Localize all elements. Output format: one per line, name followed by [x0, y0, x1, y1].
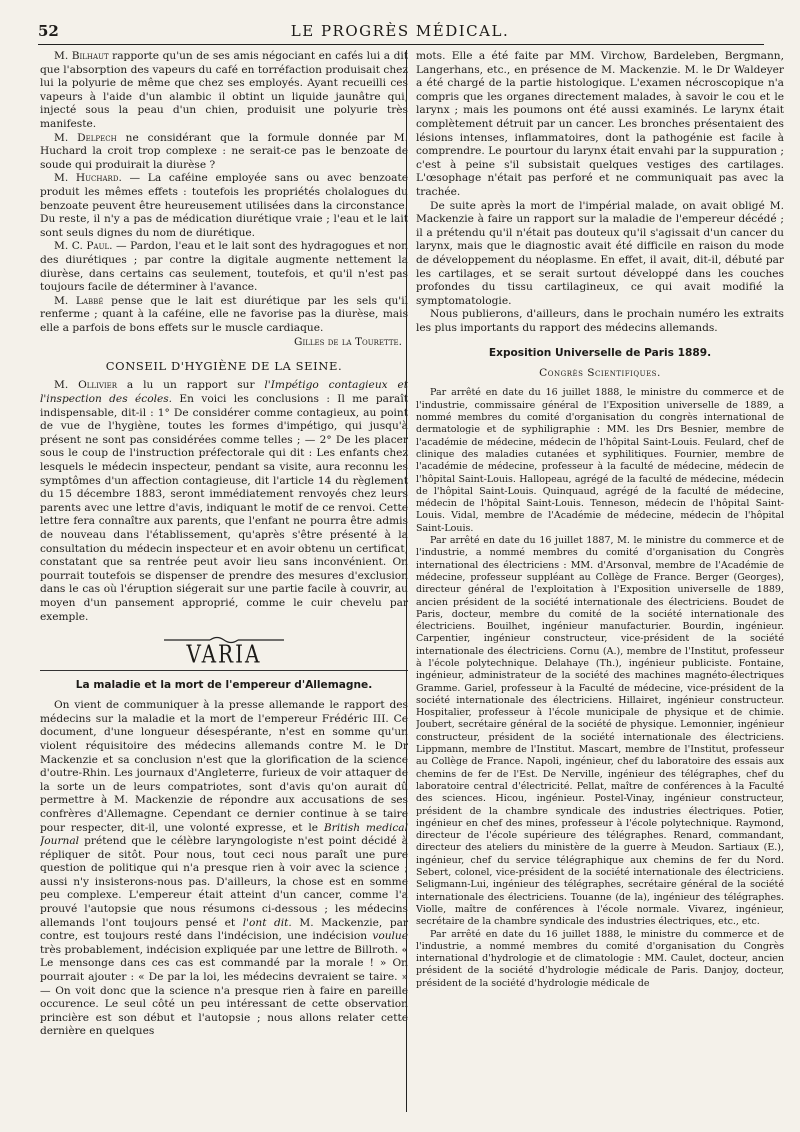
- paragraph-labbe: [40, 295, 408, 336]
- section-heading-exposition: Exposition Universelle de Paris 1889.: [488, 347, 712, 360]
- paragraph-ollivier: [40, 379, 408, 624]
- italic-title: l'Impétigo contagieux et l'inspection des écoles.: [40, 379, 408, 406]
- speaker-name: M. Bilhaut: [54, 50, 109, 62]
- varia-rule: [40, 670, 408, 671]
- paragraph-huchard: [40, 172, 408, 240]
- paragraph-text: a lu un rapport sur: [117, 379, 265, 392]
- paragraph-text: M. Mackenzie, par contre, est toujours resté dans l'indécision, une indécision: [40, 916, 408, 943]
- speaker-name: M. Huchard.: [54, 172, 122, 185]
- running-title: LE PROGRÈS MÉDICAL.: [290, 22, 510, 40]
- paragraph-text: rapporte qu'un de ses amis négociant en cafés lui a dit que l'absorption des vapeurs du café en torréfaction produisait chez lui la polyurie de même que chez ses employés. Ayant recueilli ces vapeurs à l'aide d'un alambic il obtint un liquide jaunâtre qui, injecté sous la peau d'un chien, produisit une polyurie très manifeste.: [40, 50, 408, 130]
- italic-text: l'ont dit.: [242, 916, 292, 929]
- speaker-name: M. Ollivier: [54, 379, 118, 392]
- spacer: [416, 335, 784, 343]
- paragraph-text: En voici les conclusions : Il me paraît indispensable, dit-il : 1° De considérer comme contagieux, au point de vue de l'hygiène, toutes les formes d'impétigo, qui jusqu'à présent ne sont pas considérées comme telles ; — 2° De les placer sous le coup de l'instruction préfectorale qui dit : Les enfants chez lesquels le médecin inspecteur, pendant sa visite, aura reconnu les symptômes d'un affection contagieuse, dit l'article 14 du règlement du 15 décembre 1883, seront immédiatement renvoyés chez leurs parents avec une lettre d'avis, indiquant le motif de ce renvoi. Cette lettre fera connaître aux parents, que l'enfant ne pourra être admis de nouveau dans l'établissement, qu'après s'être présenté à la consultation du médecin inspecteur et en avoir obtenu un certificat, constatant que sa rentrée peut avoir lieu sans inconvénient. On pourrait toutefois se dispenser de prendre des mesures d'exclusion dans le cas où l'éruption siégerait sur une partie facile à couvrir, au moyen d'un pansement approprié, comme le cuir chevelu par exemple.: [40, 393, 408, 623]
- article-heading: La maladie et la mort de l'empereur d'Allemagne.: [75, 679, 373, 692]
- paragraph-text: ne considérant que la formule donnée par M. Huchard la croit trop complexe : ne serait-ce pas le benzoate de soude qui produirait la diurèse ?: [40, 131, 408, 171]
- paragraph-publication: Nous publierons, d'ailleurs, dans le prochain numéro les extraits les plus importants du rapport des médecins allemands.: [416, 308, 784, 334]
- column-rule: [406, 50, 407, 1112]
- section-subheading: Congrès Scientifiques.: [539, 367, 661, 380]
- right-column: [416, 50, 784, 1122]
- signature: Gilles de la Tourette.: [294, 336, 402, 349]
- paragraph-bilhaut: [40, 50, 408, 132]
- paragraph-hydrologie: Par arrêté en date du 16 juillet 1888, le ministre du commerce et de l'industrie, a nommé membres du comité d'organisation du Congrès international d'hydrologie et de climatologie : MM. Caulet, docteur, ancien président de la société d'hydrologie médicale de Paris. Danjoy, docteur, président de la société d'hydrologie médicale de: [416, 928, 784, 989]
- paragraph-autopsy: mots. Elle a été faite par MM. Virchow, Bardeleben, Bergmann, Langerhans, etc., en présence de M. Mackenzie. M. le Dr Waldeyer a été chargé de la partie histologique. L'examen nécroscopique n'a compris que les organes directement malades, à savoir le cou et le larynx ; mais les poumons ont été aussi examinés. Le larynx était complètement détruit par un cancer. Les bronches présentaient des lésions intenses, inflammatoires, dont la pathogénie est facile à comprendre. Le pourtour du larynx était envahi par la suppuration ; c'est à peine s'il subsistait quelques vestiges des cartilages. L'œsophage n'était pas perforé et ne communiquait pas avec la trachée.: [416, 50, 784, 198]
- paragraph-text: très probablement, indécision expliquée par une lettre de Billroth. « Le mensonge dans ces cas est commandé par la morale ! » On pourrait ajouter : « De par la loi, les médecins devraient se taire. » — On voit donc que la science n'a presque rien à faire en pareille occurence. Le seul côté un peu intéressant de cette observation princière est son début et l'autopsie ; nous allons relater cette dernière en quelques: [40, 943, 408, 1038]
- speaker-name: M. Delpech: [54, 131, 117, 144]
- paragraph-text: On vient de communiquer à la presse allemande le rapport des médecins sur la maladie et la mort de l'empereur Frédéric III. Ce document, d'une longueur désespérante, n'est en somme qu'un violent réquisitoire des médecins allemands contre M. le Dr Mackenzie et sa conclusion n'est que la glorification de la science d'outre-Rhin. Les journaux d'Angleterre, furieux de voir attaquer de la sorte un de leurs compatriotes, sont d'avis qu'on aurait dû permettre à M. Mackenzie de répondre aux accusations de ses confrères d'Allemagne. Cependant ce dernier continue à se taire pour respecter, dit-il, une volonté expresse, et le: [40, 699, 408, 834]
- left-column: [40, 50, 408, 1122]
- paragraph-varia: [40, 699, 408, 1039]
- paragraph-paul: [40, 240, 408, 294]
- paragraph-dermatologie: Par arrêté en date du 16 juillet 1888, le ministre du commerce et de l'industrie, commissaire général de l'Exposition universelle de 1889, a nommé membres du comité d'organisation du congrès international de dermatologie et de syphiligraphie : MM. les Drs Besnier, membre de l'académie de médecine, médecin de l'hôpital Saint-Louis. Feulard, chef de clinique des maladies cutanées et syphilitiques. Fournier, membre de l'académie de médecine, professeur à la faculté de médecine, médecin de l'hôpital Saint-Louis. Hallopeau, agrégé de la faculté de médecine, médecin de l'hôpital Saint-Louis. Quinquaud, agrégé de la faculté de médecine, médecin de l'hôpital Saint-Louis. Tenneson, médecin de l'hôpital Saint-Louis. Vidal, membre de l'Académie de médecine, médecin de l'hôpital Saint-Louis.: [416, 387, 784, 534]
- section-heading-conseil: CONSEIL D'HYGIÈNE DE LA SEINE.: [105, 359, 343, 374]
- header-rule: [38, 44, 764, 45]
- paragraph-text: — Pardon, l'eau et le lait sont des hydragogues et non des diurétiques ; par contre la digitale augmente nettement la diurèse, dans certains cas seulement, toutefois, et qu'il n'est pas toujours facile de déterminer à l'avance.: [40, 240, 408, 294]
- speaker-name: M. C. Paul.: [54, 240, 113, 253]
- paragraph-text: prétend que le célèbre laryngologiste n'est point décidé à répliquer de sitôt. Pour nous, tout ceci nous paraît une pure question de politique qui n'a presque rien à voir avec la science ; aussi n'y insisterons-nous pas. D'ailleurs, la chose est en somme peu complexe. L'empereur était atteint d'un cancer, comme l'a prouvé l'autopsie que nous résumons ci-dessous ; les médecins allemands l'ont toujours pensé et: [40, 835, 408, 929]
- italic-text: voulue: [372, 930, 408, 943]
- page-number: 52: [38, 22, 59, 40]
- paragraph-text: — La caféine employée sans ou avec benzoate produit les mêmes effets : toutefois les propriétés cholalogues du benzoate peuvent être heureusement utilisées dans la circonstance. Du reste, il n'y a pas de médication diurétique vraie ; l'eau et le lait sont seuls dignes du nom de diurétique.: [40, 172, 408, 239]
- paragraph-text: pense que le lait est diurétique par les sels qu'il renferme ; quant à la caféine, elle ne favorise pas la diurèse, mais elle a parfois de bons effets sur le muscle cardiaque.: [40, 294, 408, 334]
- paragraph-delpech: [40, 132, 408, 173]
- paragraph-electriciens: Par arrêté en date du 16 juillet 1887, M. le ministre du commerce et de l'industrie, a nommé membres du comité d'organisation du Congrès international des électriciens : MM. d'Arsonval, membre de l'Académie de médecine, professeur suppléant au Collège de France. Berger (Georges), directeur général de l'exploitation à l'Exposition universelle de 1889, ancien président de la société internationale des électriciens. Boudet de Paris, docteur, membre du comité de la société internationale des électriciens. Bouilhet, ingénieur manufacturier. Bourdin, ingénieur. Carpentier, ingénieur constructeur, vice-président de la société internationale des électriciens. Cornu (A.), membre de l'Institut, professeur à l'école polytechnique. Delahaye (Th.), ingénieur publiciste. Fontaine, ingénieur, administrateur de la société des machines magnéto-électriques Gramme. Gariel, professeur à la Faculté de médecine, vice-président de la société internationale des électriciens. Hillairet, ingénieur constructeur. Hospitalier, professeur à l'école municipale de physique et de chimie. Joubert, secrétaire général de la société de physique. Lemonnier, ingénieur constructeur, président de la société internationale des électriciens. Lippmann, membre de l'Institut. Mascart, membre de l'Institut, professeur au Collège de France. Napoli, ingénieur, chef du laboratoire des essais aux chemins de fer de l'Est. De Nerville, ingénieur des télégraphes, chef du laboratoire central d'électricité. Pellat, maître de conférences à la Faculté des sciences. Hicou, ingénieur. Postel-Vinay, ingénieur constructeur, président de la chambre syndicale des industries électriques. Potier, ingénieur en chef des mines, professeur à l'école polytechnique. Raymond, directeur de l'école supérieure des télégraphes. Renard, commandant, directeur des ateliers du ministère de la guerre à Meudon. Sartiaux (E.), ingénieur, chef du service télégraphique aux chemins de fer du Nord. Sebert, colonel, vice-président de la société internationale des électriciens. Seligmann-Lui, ingénieur des télégraphes, secrétaire général de la société internationale des électriciens. Touanne (de la), ingénieur des télégraphes. Violle, maître de conférences à l'école normale. Vivarez, ingénieur, secrétaire de la chambre syndicale des industries électriques, etc., etc.: [416, 535, 784, 928]
- speaker-name: M. Labbé: [54, 294, 104, 307]
- paragraph-mackenzie: De suite après la mort de l'impérial malade, on avait obligé M. Mackenzie à faire un rapport sur la maladie de l'empereur décédé ; il a prétendu qu'il n'était pas douteux qu'il s'agissait d'un cancer du larynx, mais que le diagnostic avait été difficile en raison du mode de développement du néoplasme. En effet, il avait, dit-il, débuté par les cartilages, et se serait surtout développé dans les couches profondes du tissu cartilagineux, ce qui avait modifié la symptomatologie.: [416, 199, 784, 307]
- italic-title: British medical Journal: [40, 821, 408, 848]
- section-heading-varia: VARIA: [186, 639, 262, 669]
